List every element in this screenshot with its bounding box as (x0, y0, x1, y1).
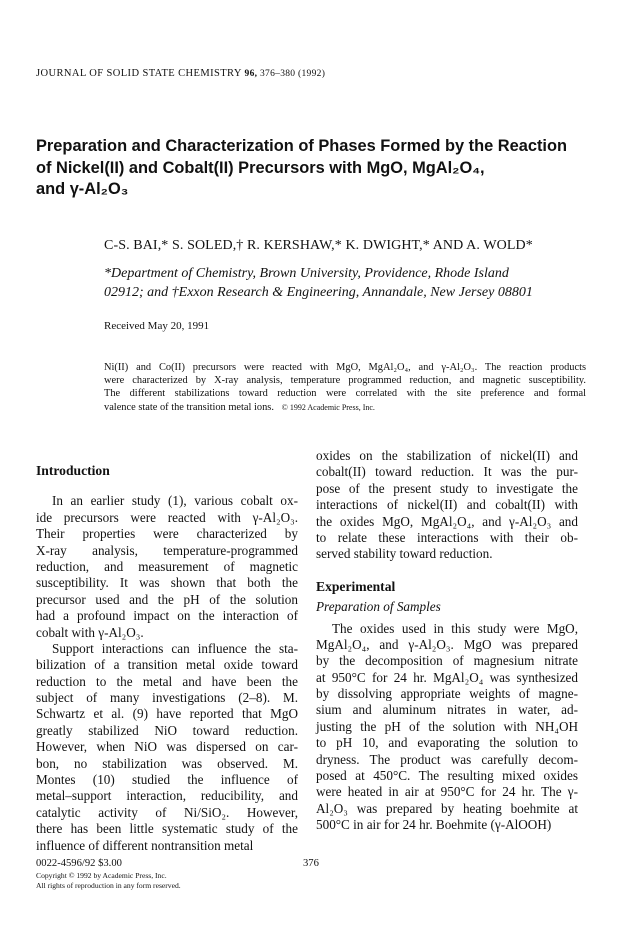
author-list: C-S. BAI,* S. SOLED,† R. KERSHAW,* K. DWIGHT,* AND A. WOLD* (104, 238, 533, 253)
abstract (104, 361, 586, 414)
text-line: were heated in air at 950°C for 24 hr. The γ- (316, 784, 578, 800)
text-line: to pH 10, and evaporating the solution to (316, 735, 578, 751)
text-line: Schwartz et al. (9) have reported that MgO (36, 706, 298, 722)
subsection-heading-preparation: Preparation of Samples (316, 599, 441, 615)
section-heading-experimental: Experimental (316, 578, 396, 594)
text-line: had a profound impact on the interaction of (36, 608, 298, 624)
text-line: X-ray analysis, temperature-programmed (36, 542, 298, 558)
text-line: reduction to the metal and have been the (36, 673, 298, 689)
text-line: subject of many investigations (2–8). M. (36, 690, 298, 706)
text-line: oxides on the stabilization of nickel(II) and (316, 448, 578, 463)
text-line: by dissolving appropriate weights of magne- (316, 686, 578, 702)
text-line: 500°C in air for 24 hr. Boehmite (γ-AlOOH) (316, 817, 552, 833)
text-line: Montes (10) studied the influence of (36, 772, 298, 788)
text-line: ide precursors were reacted with γ-Al₂O₃. (36, 509, 298, 525)
left-column-body (36, 493, 298, 854)
title-line: Preparation and Characterization of Phases Formed by the Reaction (36, 137, 567, 155)
received-date: Received May 20, 1991 (104, 320, 210, 332)
affiliations (104, 264, 594, 302)
text-line: MgAl₂O₄, and γ-Al₂O₃. MgO was prepared (316, 636, 578, 652)
left-column (36, 463, 298, 854)
abstract-last-line (104, 401, 586, 414)
text-line: influence of different nontransition metal (36, 837, 254, 853)
journal-pages-year: 376–380 (1992) (260, 69, 326, 79)
text-line: However, when NiO was dispersed on car- (36, 739, 298, 755)
footer-rights: All rights of reproduction in any form reserved. (36, 881, 181, 890)
text-line: bon, no stabilization was observed. M. (36, 755, 298, 771)
article-code: 0022-4596/92 $3.00 (36, 858, 122, 869)
abstract-line: were characterized by X-ray analysis, temperature programmed reduction, and magnetic susceptibility. (104, 375, 586, 387)
text-line: the oxides MgO, MgAl₂O₄, and γ-Al₂O₃ and (316, 513, 578, 529)
text-line: to relate these interactions with their ob- (316, 529, 578, 545)
text-line: The oxides used in this study were MgO, (332, 620, 578, 636)
text-line: Their properties were characterized by (36, 526, 298, 542)
text-line: justing the pH of the solution with NH₄OH (316, 718, 578, 734)
abstract-line: Ni(II) and Co(II) precursors were reacted with MgO, MgAl₂O₄, and γ-Al₂O₃. The reaction products (104, 362, 586, 373)
text-line: susceptibility. It was shown that both the (36, 575, 298, 591)
journal-volume: 96, (244, 69, 258, 79)
text-line: In an earlier study (1), various cobalt ox- (52, 493, 298, 509)
text-line: by the decomposition of magnesium nitrate (316, 653, 578, 669)
title-line: of Nickel(II) and Cobalt(II) Precursors with MgO, MgAl₂O₄, (36, 158, 485, 177)
text-line: catalytic activity of Ni/SiO₂. However, (36, 804, 298, 820)
text-line: metal–support interaction, reducibility, and (36, 788, 298, 804)
text-line: at 950°C for 24 hr. MgAl₂O₄ was synthesized (316, 669, 578, 685)
footer-copyright: Copyright © 1992 by Academic Press, Inc. (36, 871, 167, 880)
title-line: and γ-Al₂O₃ (36, 180, 129, 198)
page-number: 376 (303, 858, 319, 869)
text-line: reduction, and measurement of magnetic (36, 558, 298, 574)
abstract-line: valence state of the transition metal ions. (104, 401, 274, 413)
affiliation-line: 02912; and †Exxon Research & Engineering, Annandale, New Jersey 08801 (104, 285, 533, 300)
journal-header (36, 68, 325, 79)
right-column-experimental-body (316, 621, 578, 834)
abstract-line: The different stabilizations toward reduction were correlated with the site preference and formal (104, 388, 586, 400)
text-line: sium and aluminum nitrates in water, ad- (316, 702, 578, 718)
text-line: Support interactions can influence the sta- (52, 640, 298, 656)
paper-title (36, 136, 596, 201)
abstract-copyright: © 1992 Academic Press, Inc. (281, 402, 375, 412)
text-line: precursor used and the pH of the solution (36, 591, 298, 607)
right-column (316, 448, 578, 834)
affiliation-line: *Department of Chemistry, Brown University, Providence, Rhode Island (104, 266, 509, 281)
right-column-intro-body (316, 448, 578, 563)
text-line: greatly stabilized NiO toward reduction. (36, 722, 298, 738)
text-line: Al₂O₃ was prepared by heating boehmite at (316, 800, 578, 816)
footer-copyright-block (36, 871, 181, 891)
section-heading-introduction: Introduction (36, 463, 110, 478)
text-line: bilization of a transition metal oxide toward (36, 657, 298, 673)
text-line: served stability toward reduction. (316, 546, 493, 562)
text-line: posed at 450°C. The resulting mixed oxides (316, 768, 578, 784)
text-line: cobalt(II) toward reduction. It was the pur- (316, 464, 578, 480)
text-line: dryness. The product was carefully decom- (316, 751, 578, 767)
journal-name: JOURNAL OF SOLID STATE CHEMISTRY (36, 68, 242, 79)
text-line: cobalt with γ-Al₂O₃. (36, 624, 144, 640)
text-line: there has been little systematic study of the (36, 821, 298, 837)
text-line: interactions of nickel(II) and cobalt(II) with (316, 497, 578, 513)
text-line: pose of the present study to investigate the (316, 480, 578, 496)
